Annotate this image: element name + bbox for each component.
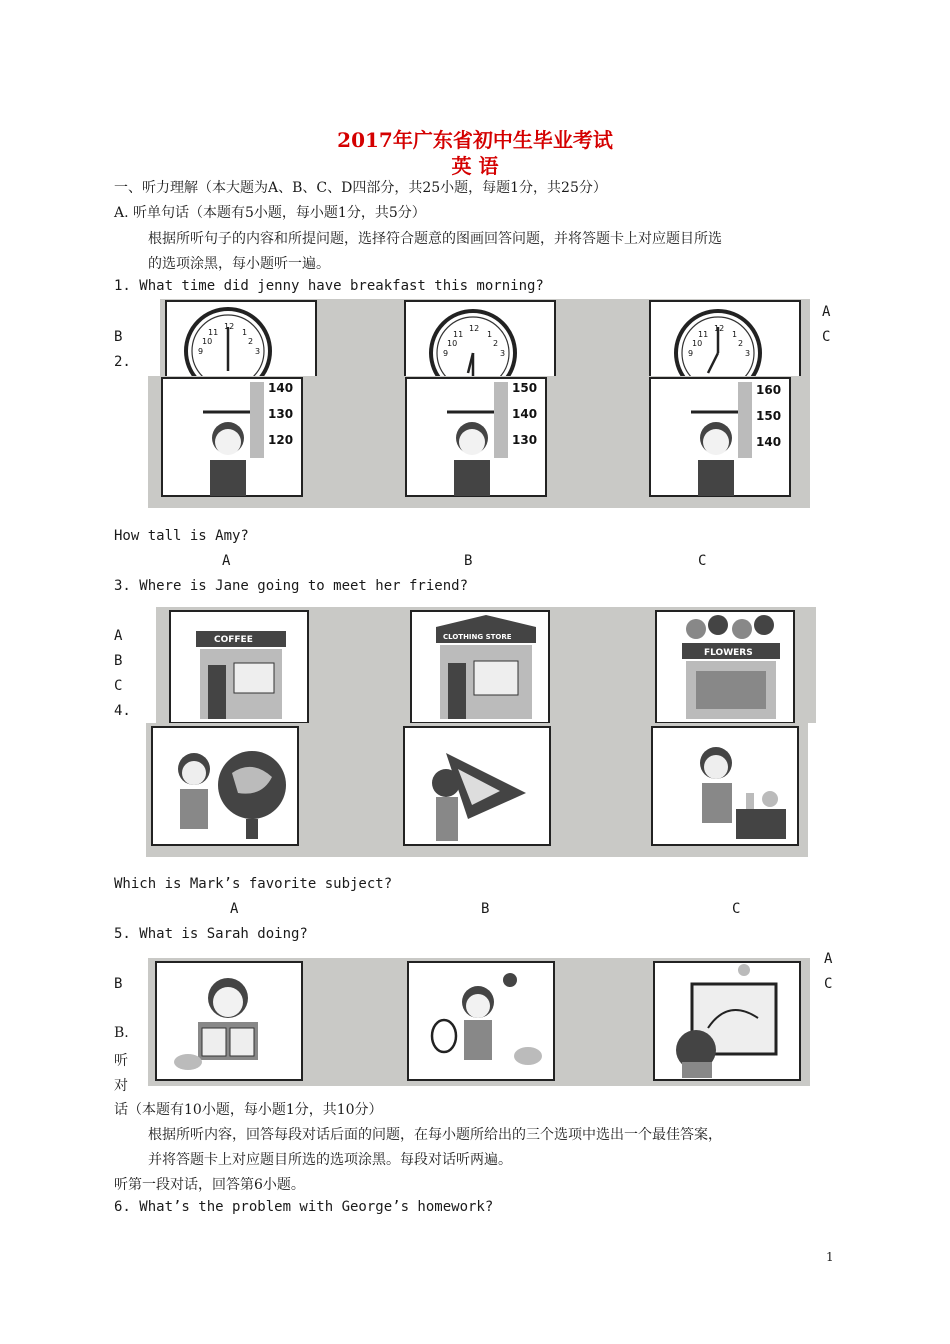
svg-text:10: 10 [202,337,213,346]
ruler-b-label-3: 130 [512,433,538,447]
svg-text:3: 3 [500,349,506,358]
q5-label-a: A [824,951,833,967]
q5-activities-image [148,958,810,1086]
part-a-instruction-1: 根据所听句子的内容和所提问题，选择符合题意的图画回答问题，并将答题卡上对应题目所选 [148,231,722,247]
q1-clocks-image [160,299,810,376]
q4-option-a: A [230,901,239,917]
question-4-number: 4. [114,703,131,719]
q3-label-a: A [114,628,123,644]
svg-text:9: 9 [443,349,449,358]
q3-label-c: C [114,678,123,694]
ruler-b-label-1: 150 [512,381,538,395]
svg-text:11: 11 [698,330,709,339]
q5-label-b: B [114,976,123,992]
ruler-b-label-2: 140 [512,407,538,421]
q3-label-b: B [114,653,123,669]
q2-height-image [148,376,810,508]
svg-text:9: 9 [198,347,204,356]
svg-text:11: 11 [208,328,219,337]
ruler-c-label-2: 150 [756,409,782,423]
question-6: 6. What’s the problem with George’s homework? [114,1199,494,1215]
question-1: 1. What time did jenny have breakfast this morning? [114,278,544,294]
page-number: 1 [826,1250,834,1264]
part-b-fragment-1: B. [114,1025,129,1041]
clothing-store-icon [436,615,536,719]
q1-label-b: B [114,329,123,345]
svg-text:12: 12 [224,322,235,331]
svg-text:12: 12 [469,324,480,333]
part-b-fragment-3: 对 [114,1078,128,1094]
ruler-c-label-1: 160 [756,383,782,397]
ruler-a-label-3: 120 [268,433,294,447]
question-3: 3. Where is Jane going to meet her friend? [114,578,469,594]
svg-text:10: 10 [692,339,703,348]
part-b-fragment-2: 听 [114,1053,128,1069]
svg-text:3: 3 [745,349,751,358]
coffee-sign: COFFEE [214,635,253,645]
svg-text:12: 12 [714,324,725,333]
svg-text:1: 1 [242,328,248,337]
svg-text:9: 9 [688,349,694,358]
svg-text:2: 2 [248,337,254,346]
svg-text:2: 2 [493,339,499,348]
coffee-shop-icon [196,631,286,719]
svg-text:2: 2 [738,339,744,348]
part-a-instruction-2: 的选项涂黑，每小题听一遍。 [148,256,330,272]
question-2: How tall is Amy? [114,528,249,544]
q5-label-c: C [824,976,833,992]
svg-text:1: 1 [487,330,493,339]
part-b-instruction-2: 并将答题卡上对应题目所选的选项涂黑。每段对话听两遍。 [148,1152,512,1168]
q1-label-a: A [822,304,831,320]
clothing-sign: CLOTHING STORE [443,633,512,641]
part-b-instruction-1: 根据所听内容，回答每段对话后面的问题，在每小题所给出的三个选项中选出一个最佳答案， [148,1127,722,1143]
q2-option-b: B [464,553,473,569]
question-4: Which is Mark’s favorite subject? [114,876,393,892]
ruler-c-label-3: 140 [756,435,782,449]
svg-text:11: 11 [453,330,464,339]
svg-text:1: 1 [732,330,738,339]
section-heading: 一、听力理解（本大题为A、B、C、D四部分，共25小题，每题1分，共25分） [114,180,607,196]
page-title: 2017年广东省初中生毕业考试 [337,128,613,152]
svg-text:10: 10 [447,339,458,348]
question-2-number: 2. [114,354,131,370]
q4-subjects-image [146,723,808,857]
q3-stores-image [156,607,816,723]
part-b-heading: 话（本题有10小题，每小题1分，共10分） [114,1102,383,1118]
q2-option-c: C [698,553,707,569]
question-5: 5. What is Sarah doing? [114,926,308,942]
q1-label-c: C [822,329,831,345]
ruler-a-label-1: 140 [268,381,294,395]
page-subtitle: 英 语 [451,154,499,178]
q4-option-c: C [732,901,741,917]
part-a-heading: A. 听单句话（本题有5小题，每小题1分，共5分） [114,205,426,221]
svg-text:3: 3 [255,347,261,356]
dialog-1-intro: 听第一段对话，回答第6小题。 [114,1177,305,1193]
q2-option-a: A [222,553,231,569]
flowers-sign: FLOWERS [704,648,753,658]
q4-option-b: B [481,901,490,917]
ruler-a-label-2: 130 [268,407,294,421]
